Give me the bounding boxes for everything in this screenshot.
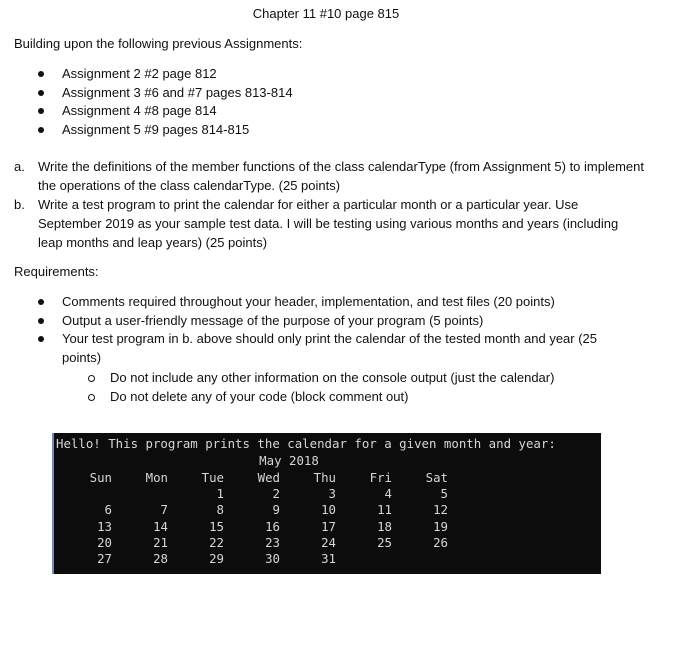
weekday-label: Wed	[257, 470, 280, 485]
calendar-day: 24	[321, 534, 336, 550]
task-item-b	[14, 195, 644, 252]
calendar-day: 29	[209, 551, 224, 567]
assignment-item: Assignment 4 #8 page 814	[38, 102, 293, 121]
calendar-week-row	[68, 519, 448, 535]
requirement-item: Comments required throughout your header, implementation, and test files (20 points)	[38, 293, 638, 312]
calendar-day: 31	[321, 551, 336, 567]
calendar-week-row	[68, 551, 448, 567]
calendar-day: 3	[328, 486, 336, 502]
calendar-day: 23	[265, 534, 280, 550]
task-marker: a.	[14, 159, 25, 174]
calendar-day: 9	[272, 502, 280, 518]
calendar-day: 25	[377, 534, 392, 550]
task-list	[14, 157, 644, 252]
calendar-day: 15	[209, 518, 224, 534]
calendar-day: 11	[377, 502, 392, 518]
calendar-day	[68, 486, 112, 502]
task-marker: b.	[14, 197, 25, 212]
calendar-week-row	[68, 502, 448, 518]
console-greeting: Hello! This program prints the calendar for a given month and year:	[56, 436, 556, 451]
calendar-day: 5	[440, 486, 448, 502]
assignment-item: Assignment 5 #9 pages 814-815	[38, 121, 293, 140]
calendar-day	[392, 551, 448, 567]
sub-requirement-item: Do not delete any of your code (block comment out)	[86, 388, 554, 407]
weekday-label: Sun	[89, 470, 112, 485]
calendar-day: 19	[433, 518, 448, 534]
requirement-item: Your test program in b. above should only print the calendar of the tested month and year (25 points)	[38, 330, 638, 367]
calendar-day: 14	[153, 518, 168, 534]
requirements-list	[38, 293, 638, 368]
calendar-day: 8	[216, 502, 224, 518]
weekday-label: Sat	[425, 470, 448, 485]
requirements-heading: Requirements:	[14, 264, 99, 279]
calendar-day: 6	[104, 502, 112, 518]
calendar-day: 1	[216, 486, 224, 502]
calendar-day: 2	[272, 486, 280, 502]
weekday-label: Mon	[145, 470, 168, 485]
calendar-grid	[68, 470, 448, 567]
calendar-day: 26	[433, 534, 448, 550]
calendar-day: 4	[384, 486, 392, 502]
calendar-week-row	[68, 535, 448, 551]
calendar-day: 28	[153, 551, 168, 567]
assignment-list	[38, 65, 293, 140]
calendar-month-title: May 2018	[259, 453, 319, 468]
calendar-day: 18	[377, 518, 392, 534]
calendar-day: 30	[265, 551, 280, 567]
calendar-day: 22	[209, 534, 224, 550]
weekday-header-row	[68, 470, 448, 486]
calendar-day: 13	[97, 518, 112, 534]
calendar-day: 17	[321, 518, 336, 534]
calendar-day: 10	[321, 502, 336, 518]
calendar-day: 21	[153, 534, 168, 550]
weekday-label: Thu	[313, 470, 336, 485]
page-title: Chapter 11 #10 page 815	[252, 6, 400, 21]
intro-text: Building upon the following previous Assignments:	[14, 36, 303, 51]
calendar-day: 16	[265, 518, 280, 534]
task-item-a	[14, 157, 644, 195]
calendar-week-row	[68, 486, 448, 502]
weekday-label: Fri	[369, 470, 392, 485]
requirement-item: Output a user-friendly message of the purpose of your program (5 points)	[38, 312, 638, 331]
assignment-item: Assignment 2 #2 page 812	[38, 65, 293, 84]
assignment-item: Assignment 3 #6 and #7 pages 813-814	[38, 84, 293, 103]
calendar-day: 27	[97, 551, 112, 567]
calendar-day: 20	[97, 534, 112, 550]
task-text: Write a test program to print the calendar for either a particular month or a particular year. Use September 2019 as your sample test data. I will be testing using various months and years (including leap months and leap years) (25 points)	[38, 197, 619, 250]
calendar-day: 12	[433, 502, 448, 518]
calendar-day	[112, 486, 168, 502]
sub-requirement-item: Do not include any other information on the console output (just the calendar)	[86, 369, 554, 388]
console-output	[52, 433, 601, 574]
weekday-label: Tue	[201, 470, 224, 485]
calendar-day: 7	[160, 502, 168, 518]
calendar-day	[336, 551, 392, 567]
task-text: Write the definitions of the member functions of the class calendarType (from Assignment 5) to implement the operations of the class calendarType. (25 points)	[38, 159, 644, 193]
sub-requirements-list	[86, 369, 554, 406]
